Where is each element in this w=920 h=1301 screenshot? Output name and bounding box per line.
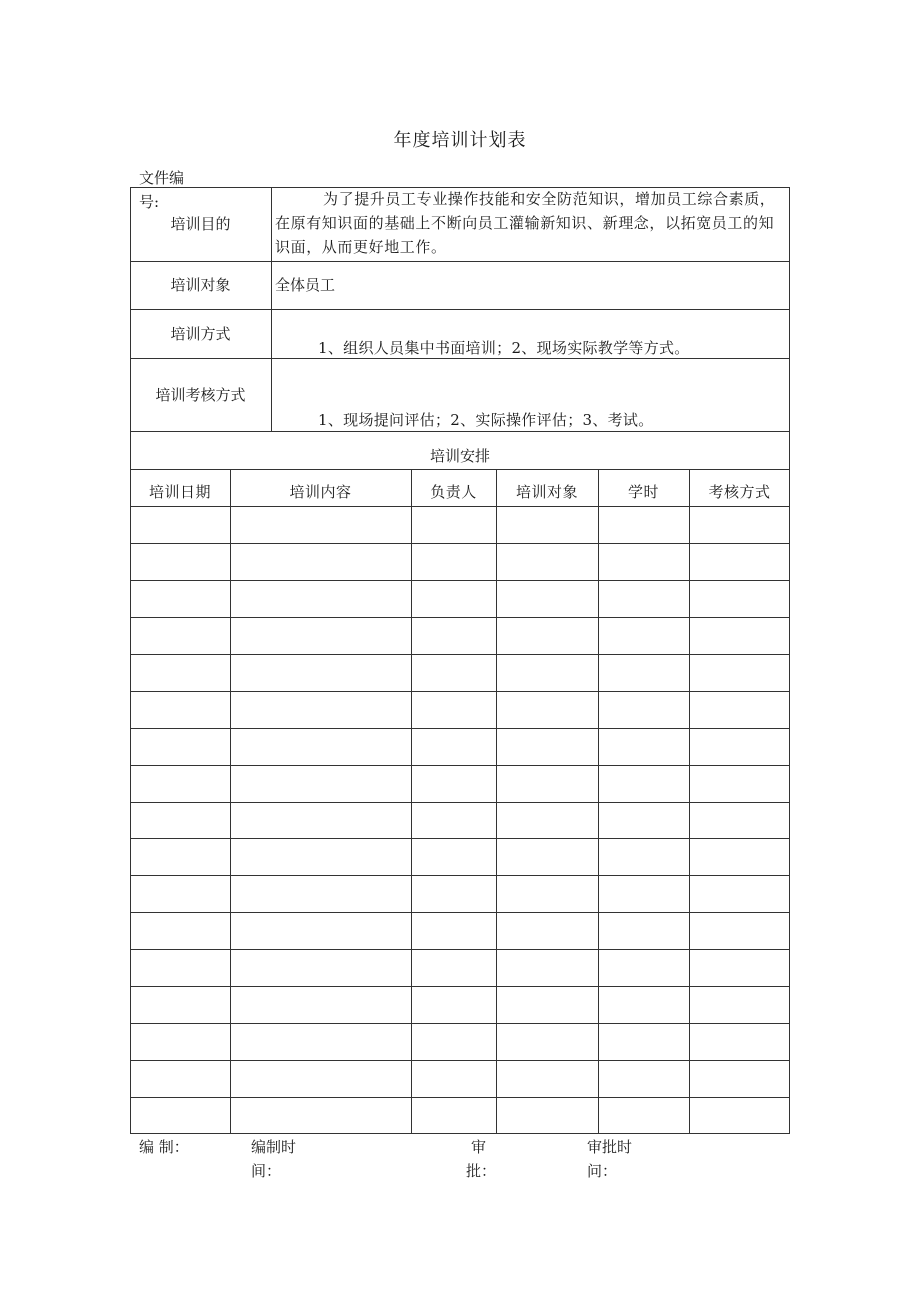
- footer-approved-by-line1: 审: [471, 1138, 487, 1156]
- doc-number-line2: 号:: [139, 193, 160, 211]
- row-divider: [130, 469, 790, 470]
- table-row-divider: [130, 802, 790, 803]
- footer-approved-by: [466, 1135, 496, 1183]
- col-header-content: 培训内容: [289, 483, 352, 501]
- footer-approved-by-line2: 批：: [466, 1162, 497, 1180]
- table-row-divider: [130, 765, 790, 766]
- page-title: 年度培训计划表: [393, 130, 527, 151]
- table-row-divider: [130, 543, 790, 544]
- table-row-divider: [130, 1097, 790, 1098]
- table-row-divider: [130, 654, 790, 655]
- table-row-divider: [130, 1023, 790, 1024]
- row-divider: [130, 309, 790, 310]
- target-value: 全体员工: [275, 276, 336, 294]
- method-label: 培训方式: [170, 325, 231, 343]
- table-row-divider: [130, 580, 790, 581]
- target-label: 培训对象: [170, 276, 231, 294]
- col-header-target: 培训对象: [515, 483, 578, 501]
- table-row-divider: [130, 617, 790, 618]
- schedule-title: 培训安排: [429, 447, 490, 465]
- footer-prepared-by: [139, 1135, 189, 1159]
- col-header-assessment: 考核方式: [708, 483, 771, 501]
- footer-prepared-time: [251, 1135, 296, 1183]
- table-row-divider: [130, 949, 790, 950]
- purpose-text: 为了提升员工专业操作技能和安全防范知识，增加员工综合素质，在原有知识面的基础上不断向员工灌输新知识、新理念，以拓宽员工的知识面，从而更好地工作。: [275, 190, 776, 256]
- schedule-header-divider: [130, 506, 790, 507]
- assessment-value: 1、现场提问评估；2、实际操作评估；3、考试。: [318, 411, 654, 429]
- table-row-divider: [130, 875, 790, 876]
- table-row-divider: [130, 838, 790, 839]
- table-row-divider: [130, 986, 790, 987]
- footer-approved-time-line2: 问：: [587, 1162, 618, 1180]
- row-divider: [130, 261, 790, 262]
- footer-approved-time-line1: 审批时: [587, 1138, 633, 1156]
- doc-number-line1: 文件编: [139, 169, 185, 187]
- schedule-column-divider: [689, 469, 690, 1134]
- col-header-hours: 学时: [627, 483, 659, 501]
- schedule-column-divider: [598, 469, 599, 1134]
- table-row-divider: [130, 728, 790, 729]
- footer-prepared-time-line2: 间：: [251, 1162, 282, 1180]
- schedule-column-divider: [496, 469, 497, 1134]
- method-value: 1、组织人员集中书面培训；2、现场实际教学等方式。: [318, 339, 690, 357]
- table-row-divider: [130, 912, 790, 913]
- schedule-column-divider: [411, 469, 412, 1134]
- assessment-label: 培训考核方式: [155, 386, 246, 404]
- label-column-divider: [271, 187, 272, 431]
- doc-number-label: [139, 166, 209, 214]
- footer-approved-time: [587, 1135, 632, 1183]
- footer-prepared-time-line1: 编制时: [251, 1138, 297, 1156]
- col-header-owner: 负责人: [430, 483, 477, 501]
- table-row-divider: [130, 691, 790, 692]
- purpose-label: 培训目的: [170, 215, 231, 233]
- table-row-divider: [130, 1060, 790, 1061]
- footer-prepared-by-label: 编 制：: [139, 1138, 189, 1156]
- schedule-column-divider: [230, 469, 231, 1134]
- col-header-date: 培训日期: [148, 483, 211, 501]
